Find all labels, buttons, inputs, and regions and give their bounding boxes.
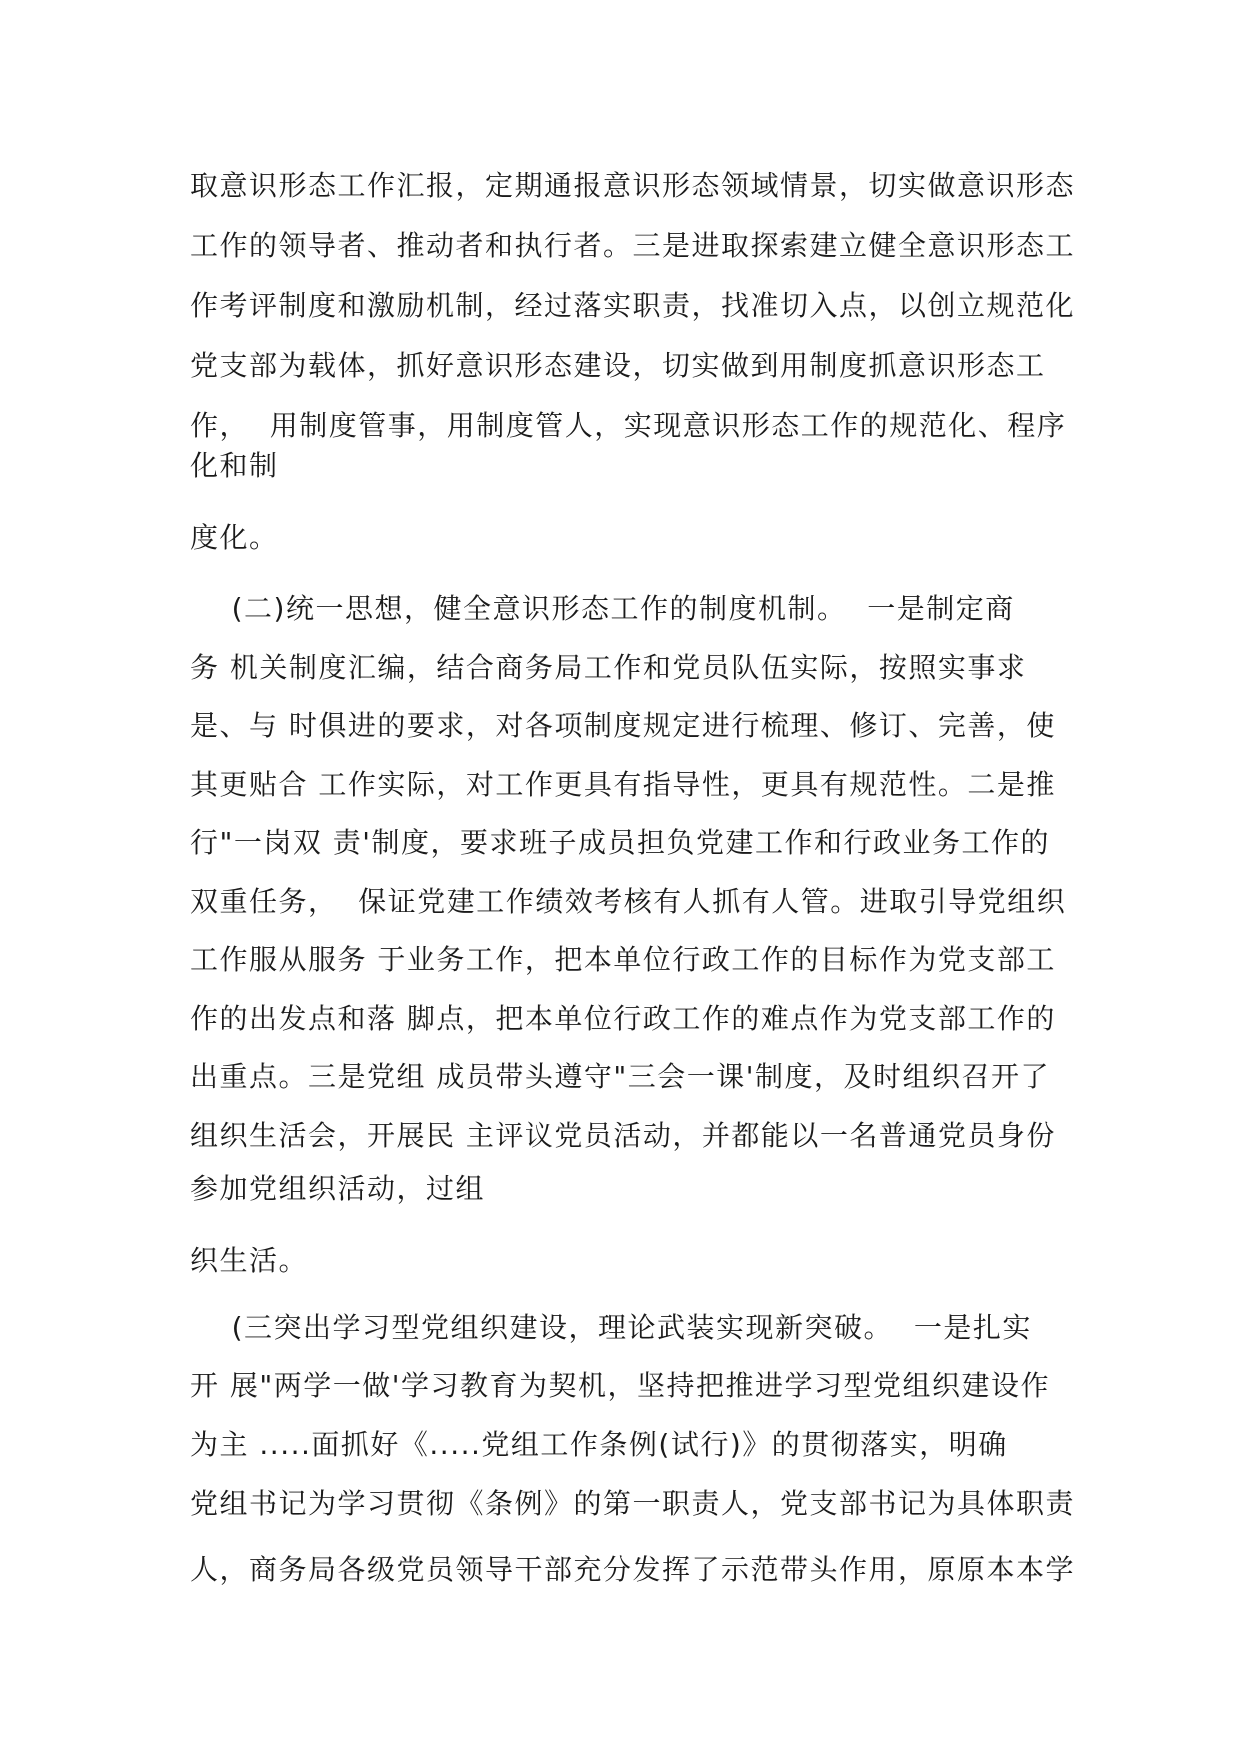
text-line: 其更贴合 工作实际，对工作更具有指导性，更具有规范性。二是推 [190,768,1056,801]
text-line: 出重点。三是党组 成员带头遵守"三会一课'制度，及时组织召开了 [190,1060,1050,1093]
text-line: 工作的领导者、推动者和执行者。三是进取探索建立健全意识形态工 [190,229,1076,262]
text-line: 是、与 时俱进的要求，对各项制度规定进行梳理、修订、完善，使 [190,709,1056,742]
text-line: 织生活。 [190,1244,309,1277]
text-line: 党组书记为学习贯彻《条例》的第一职责人，党支部书记为具体职责 [190,1487,1076,1520]
text-line: 度化。 [190,521,279,554]
text-line: 行"一岗双 责'制度，要求班子成员担负党建工作和行政业务工作的 [190,826,1050,859]
text-line: 参加党组织活动，过组 [190,1172,486,1205]
text-line: 为主 .....面抓好《.....党组工作条例(试行)》的贯彻落实，明确 [190,1428,1008,1461]
text-line: 务 机关制度汇编，结合商务局工作和党员队伍实际，按照实事求 [190,651,1027,684]
text-line: 双重任务， 保证党建工作绩效考核有人抓有人管。进取引导党组织 [190,885,1067,918]
text-line: 作， 用制度管事，用制度管人，实现意识形态工作的规范化、程序 [190,409,1067,442]
text-line: (二)统一思想，健全意识形态工作的制度机制。 一是制定商 [190,592,1015,625]
text-line: 人，商务局各级党员领导干部充分发挥了示范带头作用，原原本本学 [190,1553,1076,1586]
text-line: 化和制 [190,449,279,482]
text-line: 取意识形态工作汇报，定期通报意识形态领域情景，切实做意识形态 [190,169,1076,202]
text-line: 作的出发点和落 脚点，把本单位行政工作的难点作为党支部工作的 [190,1002,1056,1035]
text-line: (三突出学习型党组织建设，理论武装实现新突破。 一是扎实 [190,1311,1032,1344]
text-line: 工作服从服务 于业务工作，把本单位行政工作的目标作为党支部工 [190,943,1056,976]
text-line: 作考评制度和激励机制，经过落实职责，找准切入点，以创立规范化 [190,289,1076,322]
text-line: 组织生活会，开展民 主评议党员活动，并都能以一名普通党员身份 [190,1119,1056,1152]
text-line: 开 展"两学一做'学习教育为契机，坚持把推进学习型党组织建设作 [190,1369,1050,1402]
text-line: 党支部为载体，抓好意识形态建设，切实做到用制度抓意识形态工 [190,349,1046,382]
